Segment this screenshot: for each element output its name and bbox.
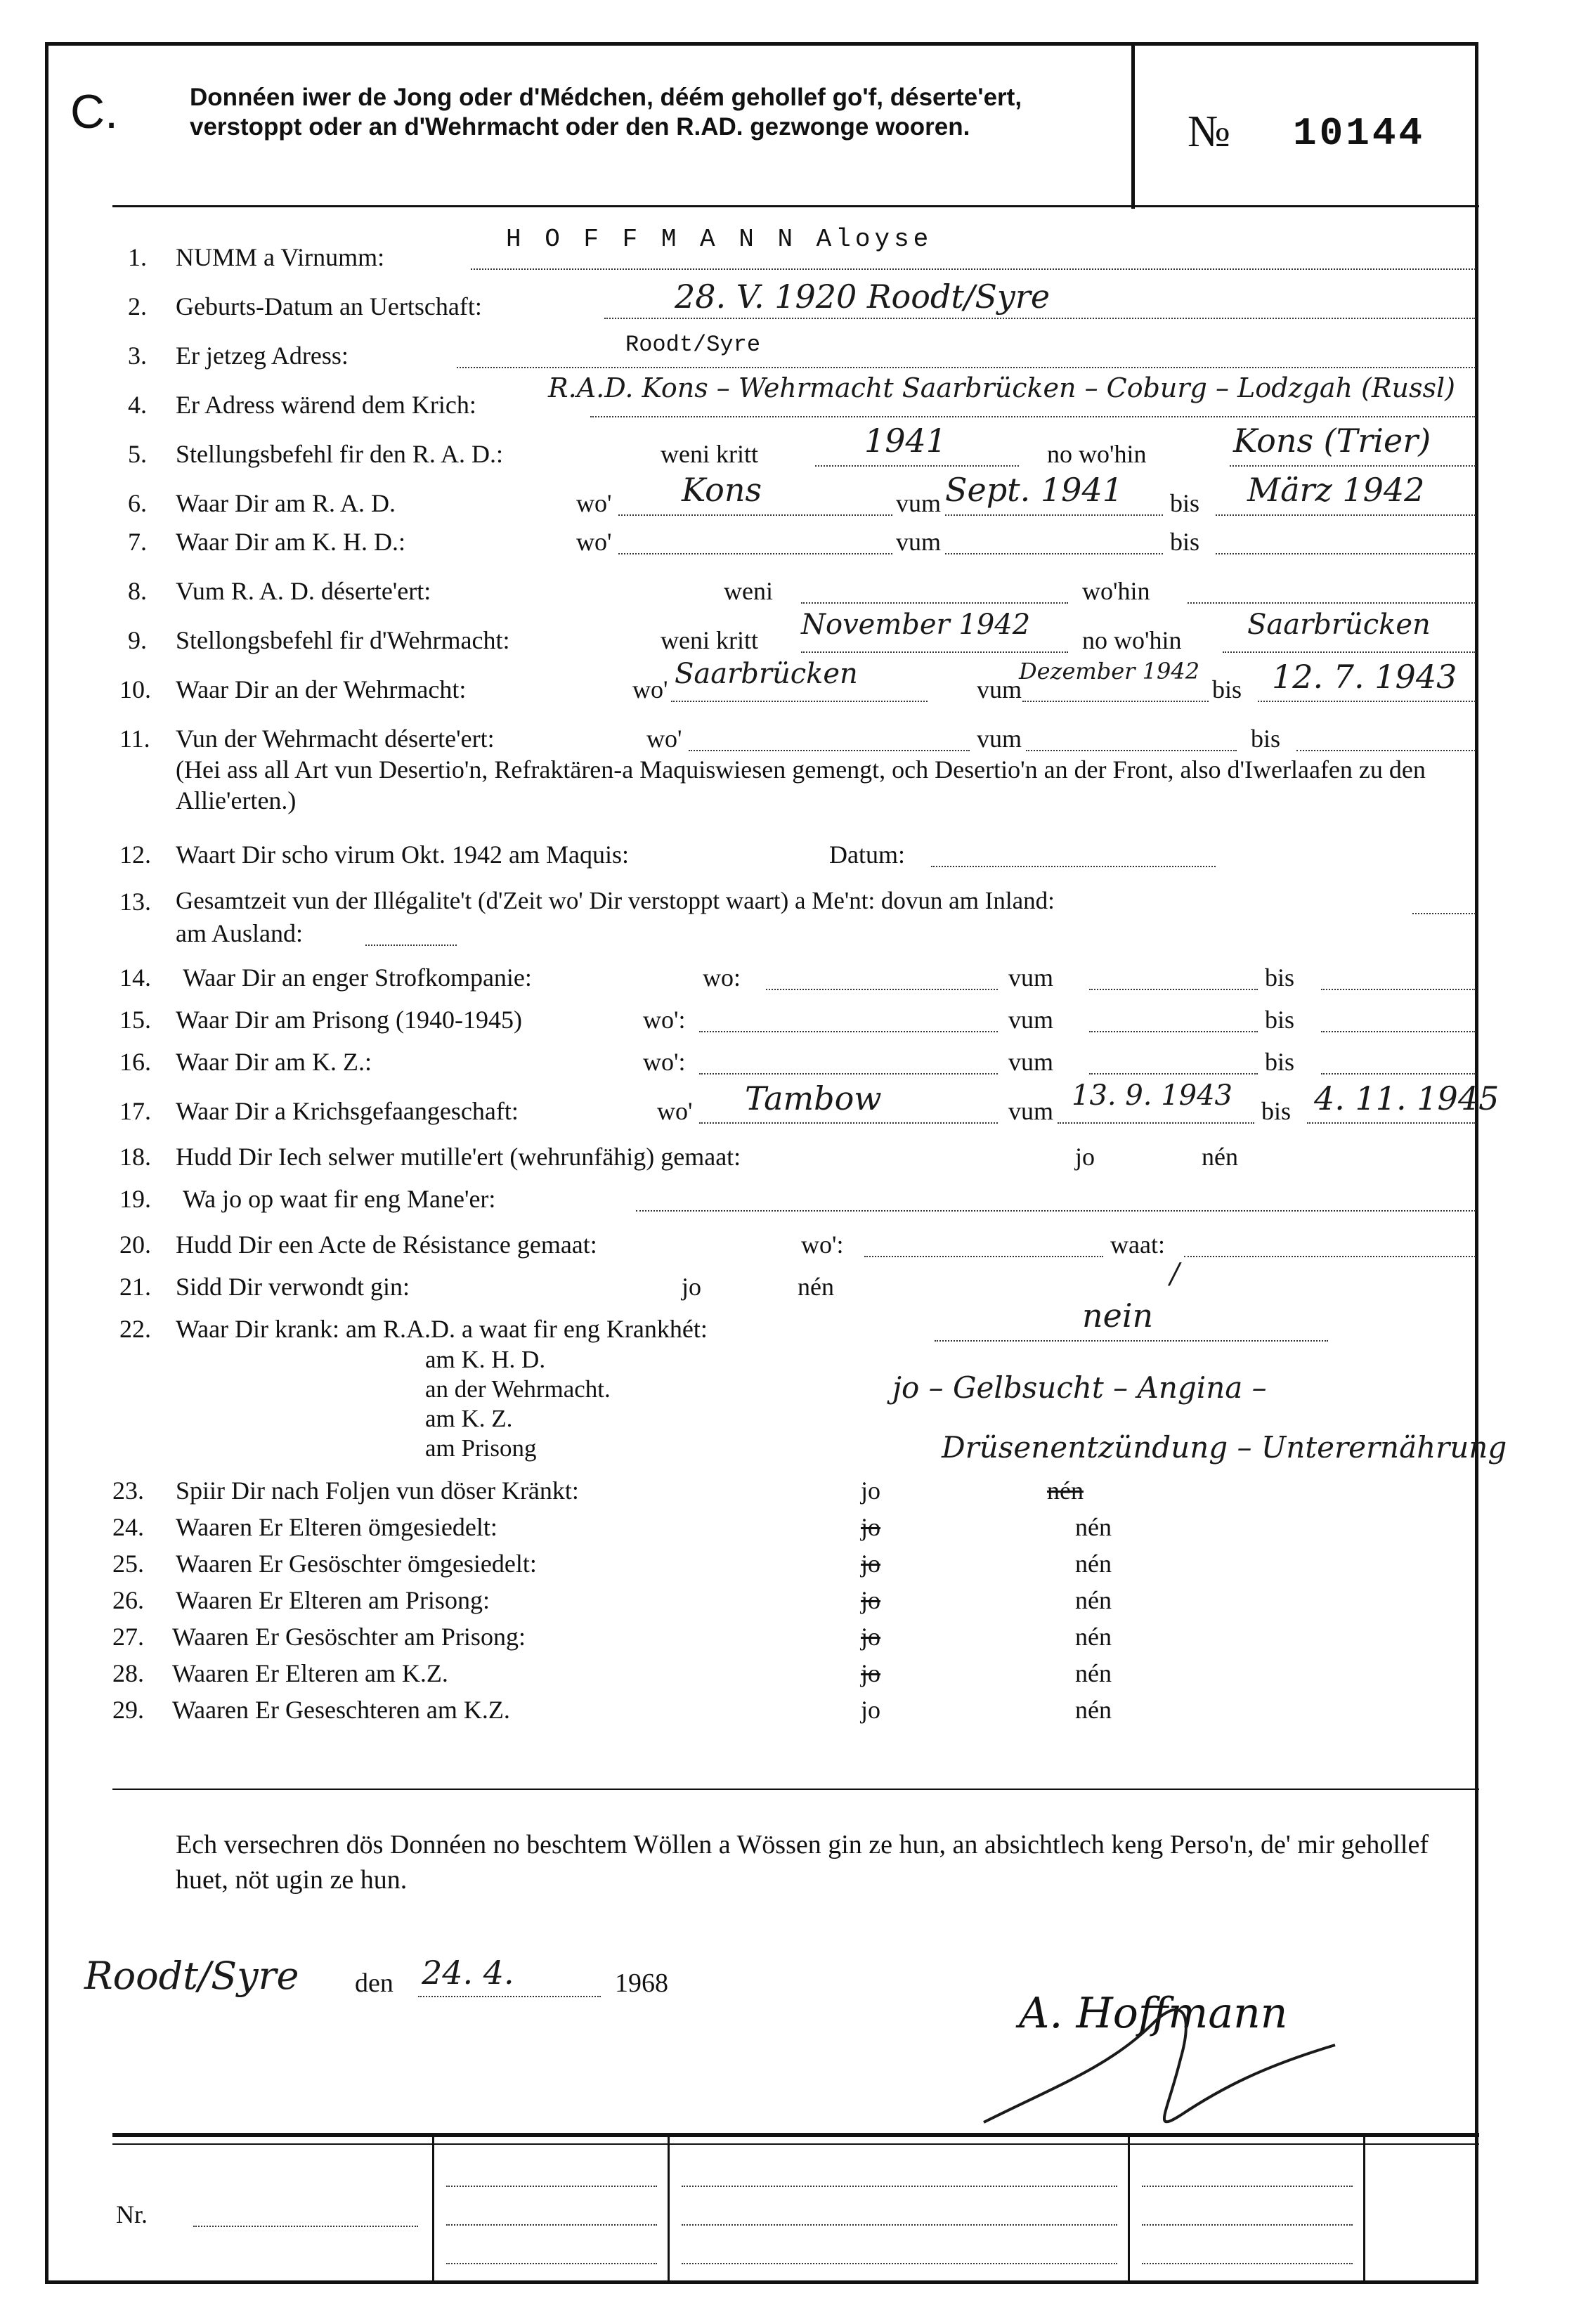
row-number: 3. — [128, 342, 147, 370]
fill-line — [1223, 651, 1476, 653]
footer-divider — [432, 2136, 434, 2284]
fill-line — [699, 1122, 998, 1124]
footer-divider — [1128, 2136, 1130, 2284]
row-label: Waar Dir an der Wehrmacht: — [176, 675, 467, 703]
declaration-text: Ech versechren dös Donnéen no beschtem Wöllen a Wössen gin ze hun, an absichtlech keng Perso'n, de' mir gehollef huet, nöt ugin ze hun. — [176, 1830, 1429, 1895]
fill-line — [418, 1996, 601, 1997]
value: Sept. 1941 — [945, 471, 1123, 509]
fill-line — [931, 866, 1216, 867]
sub-label: vum — [1008, 1048, 1054, 1076]
row-number: 26. — [112, 1586, 144, 1614]
sub-label: bis — [1251, 725, 1281, 753]
row-number: 25. — [112, 1550, 144, 1578]
value: März 1942 — [1247, 471, 1425, 509]
row-label: Waar Dir krank: am R.A.D. a waat fir eng Krankhét: — [176, 1315, 708, 1343]
row-number: 19. — [119, 1185, 151, 1213]
footer-rule — [112, 2133, 1479, 2137]
row-number: 4. — [128, 391, 147, 419]
form-number: 10144 — [1293, 111, 1426, 156]
row-label: NUMM a Virnumm: — [176, 243, 385, 271]
choice-no: nén — [1075, 1696, 1112, 1724]
row-label: Er Adress wärend dem Krich: — [176, 391, 476, 419]
sub-label: wo': — [643, 1006, 686, 1034]
sub-label: wo': — [643, 1048, 686, 1076]
row-number: 7. — [128, 528, 147, 556]
fill-line — [801, 651, 1068, 653]
fill-line — [636, 1210, 1476, 1212]
row-label: Geburts-Datum an Uertschaft: — [176, 292, 482, 320]
fill-line — [446, 2224, 657, 2226]
fill-line — [801, 602, 1068, 604]
row-label: Waar Dir an enger Strofkompanie: — [183, 963, 532, 992]
value: nein — [1082, 1297, 1154, 1335]
row-label: Waar Dir am Prisong (1940-1945) — [176, 1006, 522, 1034]
footer-divider — [1363, 2136, 1365, 2284]
choice-yes: jo — [861, 1659, 881, 1687]
sub-row: an der Wehrmacht. — [425, 1375, 611, 1403]
sub-row: am Prisong — [425, 1434, 537, 1462]
choice-yes: jo — [861, 1696, 881, 1724]
row-number: 1. — [128, 243, 147, 271]
fill-line — [699, 1031, 998, 1032]
tick-mark: / — [1170, 1258, 1180, 1290]
value: Drüsenentzündung – Unterernährung — [942, 1430, 1507, 1465]
row-label: Hudd Dir Iech selwer mutille'ert (wehrunfähig) gemaat: — [176, 1143, 741, 1171]
fill-line — [618, 553, 892, 554]
sub-label: bis — [1170, 528, 1200, 556]
fill-line — [689, 750, 970, 751]
row-number: 17. — [119, 1097, 151, 1125]
value: jo – Gelbsucht – Angina – — [892, 1370, 1267, 1405]
row-label: Spiir Dir nach Foljen vun döser Kränkt: — [176, 1476, 579, 1505]
choice-no: nén — [1202, 1143, 1238, 1171]
sub-label: wo' — [646, 725, 682, 753]
sub-label: bis — [1170, 489, 1200, 517]
sub-label: no wo'hin — [1047, 440, 1147, 468]
value: 1941 — [864, 422, 947, 460]
fill-line — [1321, 1031, 1476, 1032]
row-number: 12. — [119, 840, 151, 869]
sub-label: weni kritt — [661, 440, 758, 468]
fill-line — [1026, 750, 1237, 751]
row-label: Stellongsbefehl fir d'Wehrmacht: — [176, 626, 510, 654]
row-number: 6. — [128, 489, 147, 517]
birth-value: 28. V. 1920 Roodt/Syre — [675, 278, 1051, 316]
sub-label: bis — [1261, 1097, 1292, 1125]
fill-line — [471, 268, 1476, 270]
fill-line — [699, 1073, 998, 1075]
fill-line — [1089, 989, 1258, 990]
number-sign: № — [1188, 106, 1231, 156]
choice-no: nén — [1075, 1586, 1112, 1614]
row-number: 27. — [112, 1623, 144, 1651]
fill-line — [1089, 1073, 1258, 1075]
row-number: 14. — [119, 963, 151, 992]
sub-label: vum — [977, 725, 1022, 753]
sub-label: no wo'hin — [1082, 626, 1182, 654]
row-label: Vum R. A. D. déserte'ert: — [176, 577, 431, 605]
fill-line — [618, 514, 892, 516]
choice-yes: jo — [1075, 1143, 1095, 1171]
signing-year: 1968 — [615, 1968, 668, 1998]
row-number: 5. — [128, 440, 147, 468]
row-number: 15. — [119, 1006, 151, 1034]
row-number: 16. — [119, 1048, 151, 1076]
row-number: 10. — [119, 675, 151, 703]
value: Tambow — [745, 1079, 882, 1117]
fill-line — [1321, 989, 1476, 990]
fill-line — [935, 1340, 1328, 1342]
fill-line — [766, 989, 998, 990]
sub-label: waat: — [1110, 1231, 1165, 1259]
fill-line — [682, 2186, 1117, 2187]
fill-line — [1142, 2224, 1353, 2226]
sub-row: am K. H. D. — [425, 1346, 546, 1373]
sub-label: wo'hin — [1082, 577, 1150, 605]
row-label: Waart Dir scho virum Okt. 1942 am Maquis: — [176, 840, 629, 869]
fill-line — [1022, 701, 1209, 702]
row-label: Er jetzeg Adress: — [176, 342, 349, 370]
fill-line — [1296, 750, 1476, 751]
signing-date: 24. 4. — [422, 1954, 514, 1992]
value: Dezember 1942 — [1019, 658, 1200, 684]
sub-label: vum — [1008, 1006, 1054, 1034]
fill-line — [1142, 2263, 1353, 2264]
value: Saarbrücken — [675, 658, 858, 690]
nr-label: Nr. — [116, 2200, 148, 2228]
sub-label: bis — [1265, 963, 1295, 992]
address-value: Roodt/Syre — [625, 332, 761, 358]
sub-label: wo' — [576, 528, 612, 556]
fill-line — [1321, 1073, 1476, 1075]
row-number: 24. — [112, 1513, 144, 1541]
fill-line — [1412, 913, 1476, 914]
value: 13. 9. 1943 — [1072, 1079, 1233, 1112]
value: Kons — [682, 471, 762, 509]
value: Saarbrücken — [1247, 609, 1431, 641]
fill-line — [682, 2263, 1117, 2264]
row-label: Waaren Er Elteren am K.Z. — [172, 1659, 448, 1687]
choice-no: nén — [1075, 1513, 1112, 1541]
sub-label: bis — [1212, 675, 1242, 703]
wartime-address-value: R.A.D. Kons – Wehrmacht Saarbrücken – Coburg – Lodzgah (Russl) — [548, 372, 1455, 403]
section-rule — [112, 1789, 1479, 1790]
row-number: 9. — [128, 626, 147, 654]
row-number: 18. — [119, 1143, 151, 1171]
sub-label: vum — [896, 489, 942, 517]
name-value: H O F F M A N N Aloyse — [506, 225, 933, 254]
choice-no: nén — [1075, 1550, 1112, 1578]
row-label: Waar Dir am K. H. D.: — [176, 528, 406, 556]
row-note: am Ausland: — [176, 919, 303, 947]
fill-line — [1188, 602, 1476, 604]
fill-line — [1184, 1256, 1476, 1257]
row-label: Waar Dir a Krichsgefaangeschaft: — [176, 1097, 519, 1125]
fill-line — [1089, 1031, 1258, 1032]
fill-line — [365, 944, 457, 946]
den-label: den — [355, 1968, 393, 1998]
row-number: 20. — [119, 1231, 151, 1259]
header-rule — [112, 205, 1479, 207]
choice-no: nén — [798, 1273, 834, 1301]
sub-label: wo' — [576, 489, 612, 517]
choice-no: nén — [1047, 1476, 1084, 1505]
fill-line — [604, 318, 1476, 319]
fill-line — [590, 416, 1476, 417]
sub-label: weni — [724, 577, 773, 605]
row-label: Waaren Er Elteren ömgesiedelt: — [176, 1513, 497, 1541]
row-label: Sidd Dir verwondt gin: — [176, 1273, 410, 1301]
sub-label: wo': — [801, 1231, 844, 1259]
choice-no: nén — [1075, 1623, 1112, 1651]
choice-yes: jo — [861, 1586, 881, 1614]
row-label: Waaren Er Geseschteren am K.Z. — [172, 1696, 510, 1724]
sub-label: wo: — [703, 963, 741, 992]
row-note: (Hei ass all Art vun Desertio'n, Refraktären-a Maquiswiesen gemengt, och Desertio'n an der Front, also d'Iwerlaafen zu den Allie'erten.) — [176, 755, 1426, 814]
fill-line — [815, 465, 1019, 467]
fill-line — [671, 701, 928, 702]
value: 12. 7. 1943 — [1272, 658, 1457, 696]
section-letter: C. — [70, 85, 118, 138]
row-number: 29. — [112, 1696, 144, 1724]
choice-yes: jo — [861, 1623, 881, 1651]
choice-yes: jo — [861, 1476, 881, 1505]
row-label: Waaren Er Gesöschter am Prisong: — [172, 1623, 526, 1651]
row-label: Vun der Wehrmacht déserte'ert: — [176, 725, 495, 753]
row-label: Waaren Er Gesöschter ömgesiedelt: — [176, 1550, 537, 1578]
fill-line — [864, 1256, 1103, 1257]
sub-label: wo' — [632, 675, 668, 703]
section-heading: Donnéen iwer de Jong oder d'Médchen, déém gehollef go'f, déserte'ert, verstoppt oder an d'Wehrmacht oder den R.AD. gezwonge wooren. — [190, 84, 1022, 141]
sub-label: bis — [1265, 1048, 1295, 1076]
row-number: 8. — [128, 577, 147, 605]
row-number: 23. — [112, 1476, 144, 1505]
fill-line — [457, 367, 1476, 368]
row-label: Hudd Dir een Acte de Résistance gemaat: — [176, 1231, 597, 1259]
footer-rule-thin — [112, 2143, 1479, 2145]
header-divider — [1131, 44, 1135, 209]
row-label: Stellungsbefehl fir den R. A. D.: — [176, 440, 503, 468]
fill-line — [1230, 465, 1476, 467]
fill-line — [1258, 701, 1476, 702]
choice-yes: jo — [861, 1550, 881, 1578]
sub-label: Datum: — [829, 840, 905, 869]
row-label: Waaren Er Elteren am Prisong: — [176, 1586, 490, 1614]
footer-divider — [668, 2136, 670, 2284]
fill-line — [1142, 2186, 1353, 2187]
fill-line — [945, 514, 1163, 516]
row-label: Waar Dir am R. A. D. — [176, 489, 396, 517]
value: 4. 11. 1945 — [1314, 1079, 1500, 1117]
row-label: Gesamtzeit vun der Illégalite't (d'Zeit wo' Dir verstoppt waart) a Me'nt: dovun am Inland: — [176, 887, 1055, 914]
fill-line — [682, 2224, 1117, 2226]
fill-line — [945, 553, 1163, 554]
signature-flourish — [970, 1982, 1363, 2143]
row-number: 2. — [128, 292, 147, 320]
nr-field — [193, 2226, 418, 2227]
sub-row: am K. Z. — [425, 1405, 513, 1432]
value: November 1942 — [801, 609, 1031, 641]
sub-label: vum — [896, 528, 942, 556]
fill-line — [446, 2186, 657, 2187]
sub-label: wo' — [657, 1097, 693, 1125]
row-number: 21. — [119, 1273, 151, 1301]
fill-line — [1216, 514, 1476, 516]
choice-no: nén — [1075, 1659, 1112, 1687]
row-label: Wa jo op waat fir eng Mane'er: — [183, 1185, 496, 1213]
value: Kons (Trier) — [1233, 422, 1431, 460]
row-number: 28. — [112, 1659, 144, 1687]
signature: A. Hoffmann — [1019, 1989, 1288, 2038]
sub-label: weni kritt — [661, 626, 758, 654]
choice-yes: jo — [682, 1273, 702, 1301]
sub-label: vum — [1008, 963, 1054, 992]
fill-line — [446, 2263, 657, 2264]
fill-line — [1058, 1122, 1254, 1124]
choice-yes: jo — [861, 1513, 881, 1541]
sub-label: bis — [1265, 1006, 1295, 1034]
fill-line — [1307, 1122, 1476, 1124]
row-number: 13. — [119, 888, 151, 916]
sub-label: vum — [1008, 1097, 1054, 1125]
row-number: 11. — [119, 725, 150, 753]
signing-place: Roodt/Syre — [84, 1954, 299, 1998]
fill-line — [1216, 553, 1476, 554]
sub-label: vum — [977, 675, 1022, 703]
row-label: Waar Dir am K. Z.: — [176, 1048, 372, 1076]
row-number: 22. — [119, 1315, 151, 1343]
